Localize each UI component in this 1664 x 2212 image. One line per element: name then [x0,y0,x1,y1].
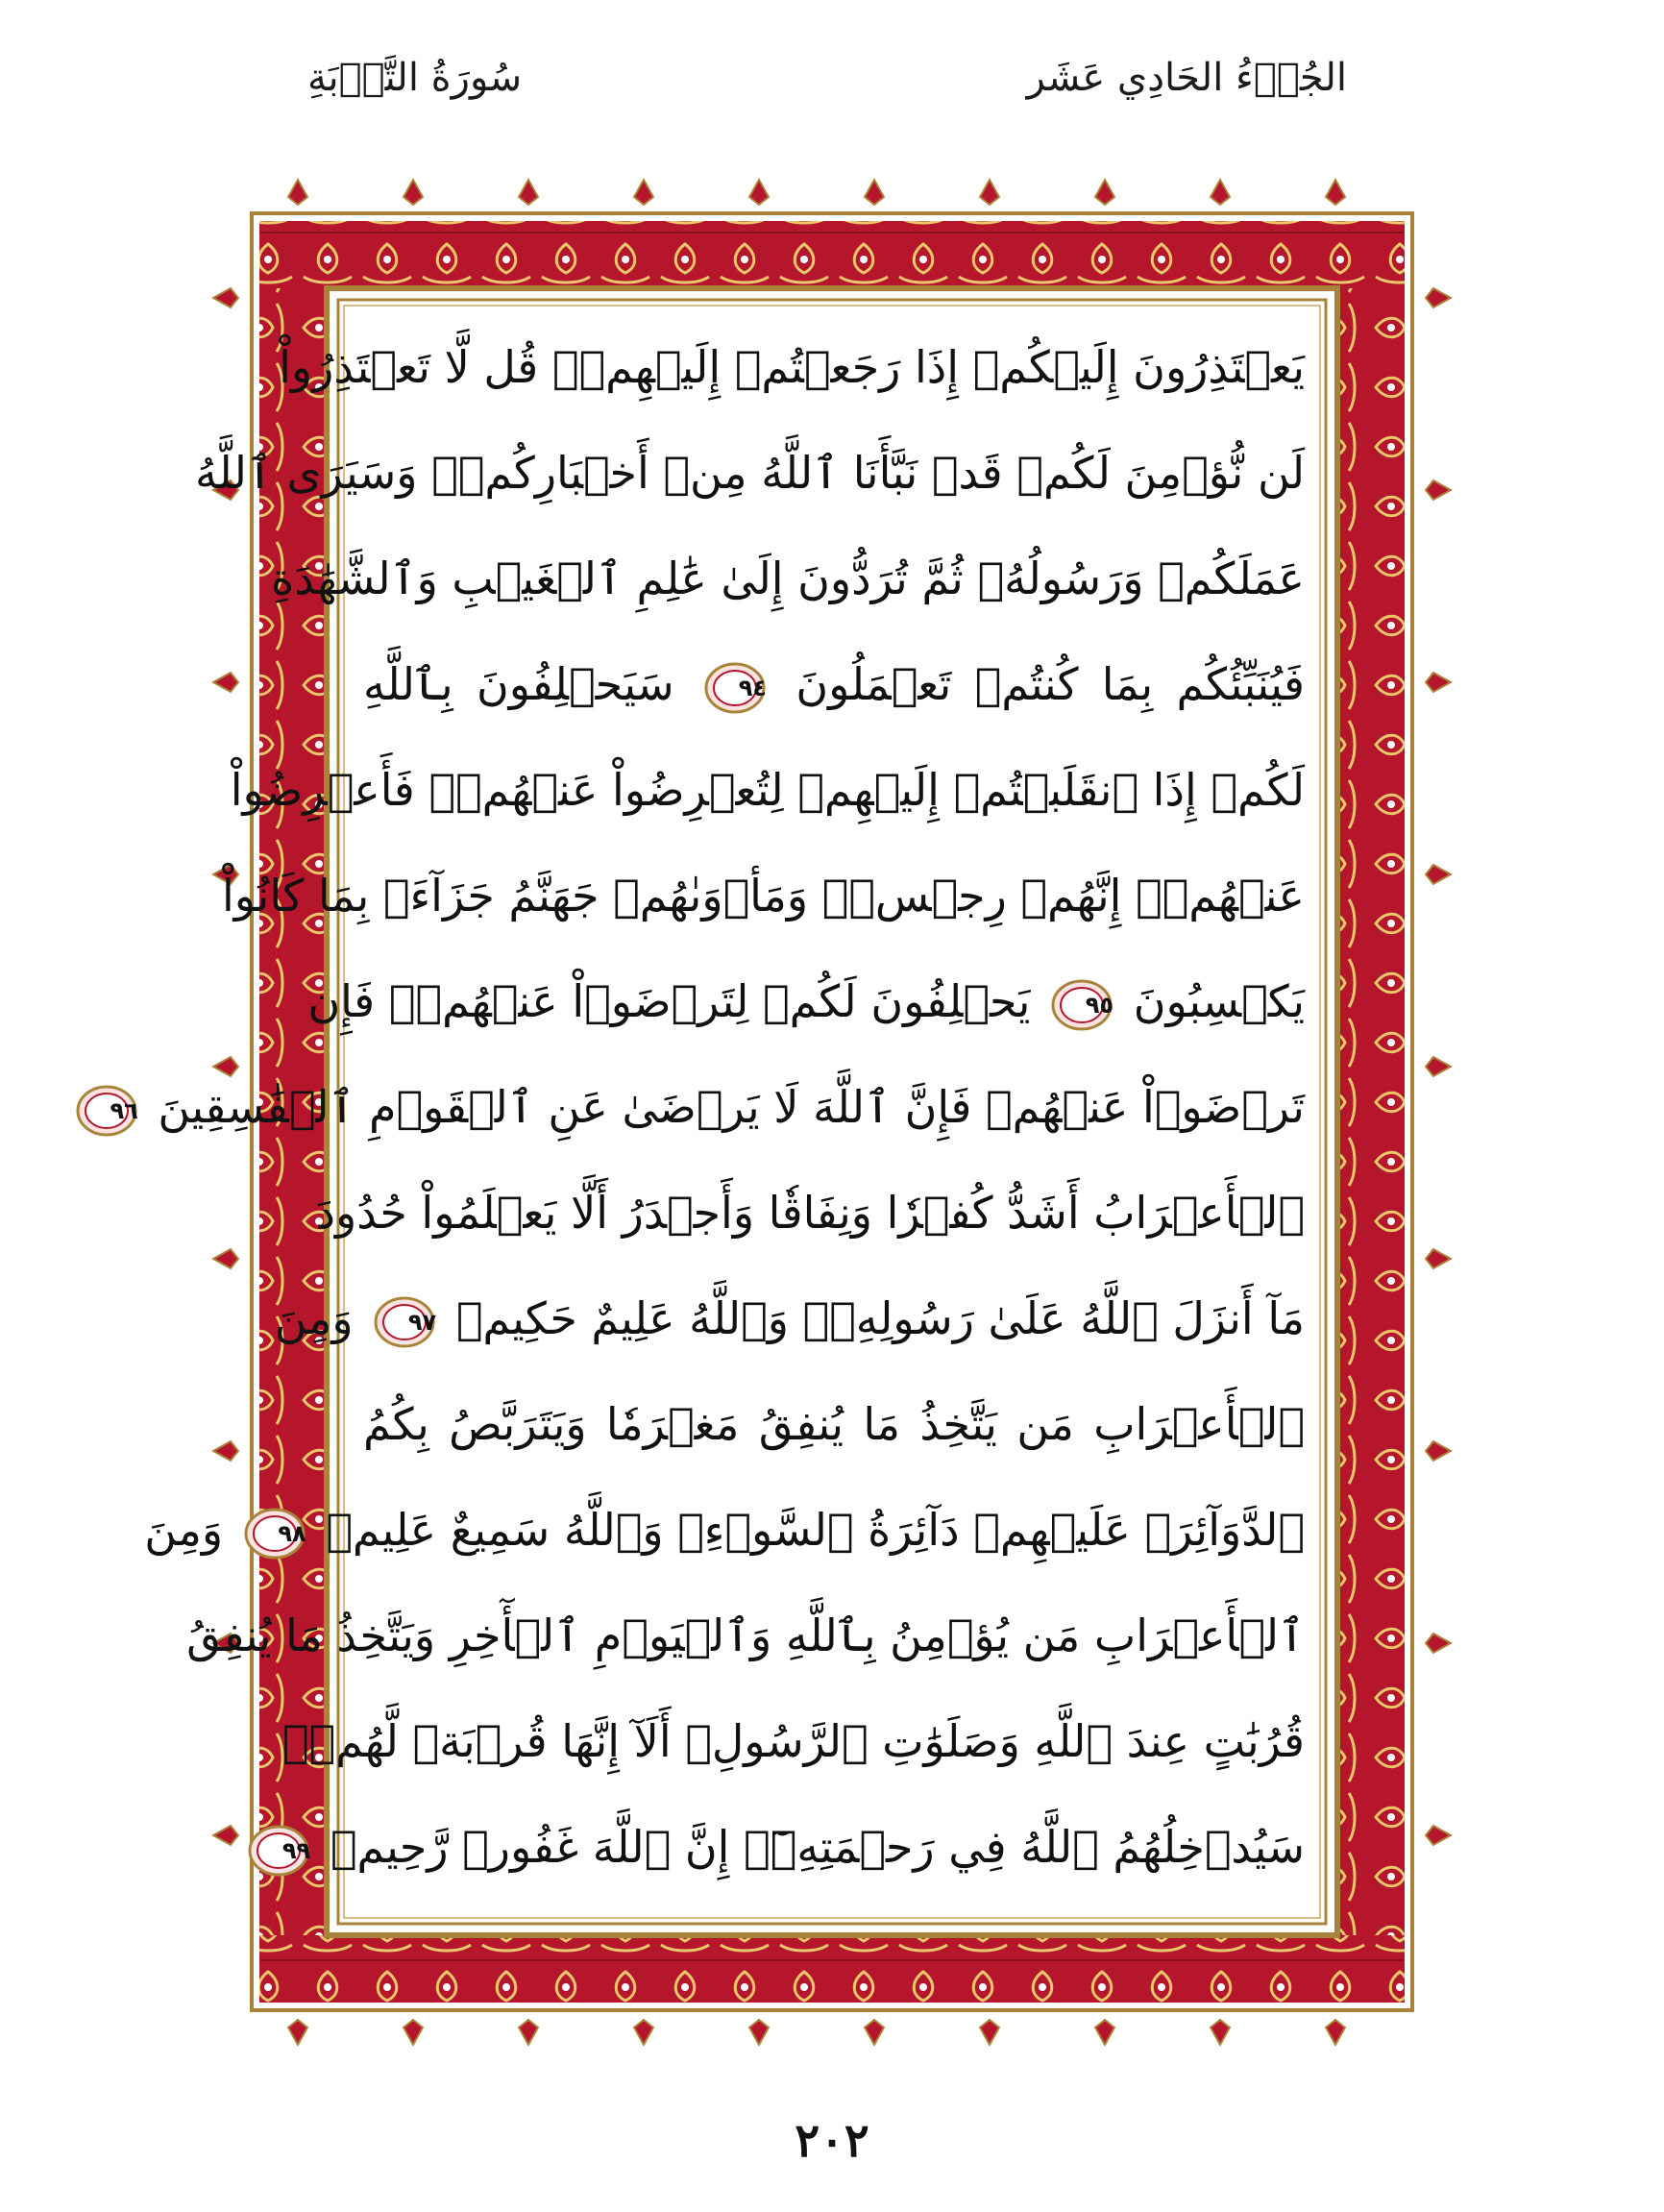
ayah-number: ٩٥ [1085,991,1114,1019]
ayah-number: ٩٤ [738,674,768,701]
juz-name: الجُزۡءُ الحَادِي عَشَر [1026,56,1347,100]
text-line: تَرۡضَوۡاْ عَنۡهُمۡ فَإِنَّ ٱللَّهَ لَا يَرۡضَىٰ عَنِ ٱلۡقَوۡمِ ٱلۡفَٰسِقِينَ ٩٦ [363,1057,1305,1157]
page-number: ٢٠٢ [795,2114,869,2168]
ayah-number: ٩٩ [281,1836,311,1864]
text-line: عَمَلَكُمۡ وَرَسُولُهُۥ ثُمَّ تُرَدُّونَ إِلَىٰ عَٰلِمِ ٱلۡغَيۡبِ وَٱلشَّهَٰدَةِ [271,553,1305,604]
text-line: عَنۡهُمۡۖ إِنَّهُمۡ رِجۡسٞۖ وَمَأۡوَىٰهُمۡ جَهَنَّمُ جَزَآءَۢ بِمَا كَانُواْ [222,870,1305,922]
ayah-marker [373,1294,436,1350]
ayah-marker [1050,977,1113,1033]
text-line: ٱلدَّوَآئِرَۚ عَلَيۡهِمۡ دَآئِرَةُ ٱلسَّوۡءِۗ وَٱللَّهُ سَمِيعٌ عَلِيمٞ ٩٨ وَمِنَ [363,1480,1305,1580]
text-line: فَيُنَبِّئُكُم بِمَا كُنتُمۡ تَعۡمَلُونَ ٩٤ سَيَحۡلِفُونَ بِٱللَّهِ [363,634,1305,734]
ayah-marker [703,660,767,716]
surah-name: سُورَةُ التَّوۡبَةِ [307,56,523,100]
text-line: ٱلۡأَعۡرَابِ مَن يَتَّخِذُ مَا يُنفِقُ مَغۡرَمٗا وَيَتَرَبَّصُ بِكُمُ [363,1398,1305,1450]
text-line: يَكۡسِبُونَ ٩٥ يَحۡلِفُونَ لَكُمۡ لِتَرۡضَوۡاْ عَنۡهُمۡۖ فَإِن [363,951,1305,1051]
text-line: سَيُدۡخِلُهُمُ ٱللَّهُ فِي رَحۡمَتِهِۦٓۚ إِنَّ ٱللَّهَ غَفُورٞ رَّحِيمٞ ٩٩ [363,1797,1305,1897]
ayah-marker [247,1823,310,1879]
text-line: لَكُمۡ إِذَا ٱنقَلَبۡتُمۡ إِلَيۡهِمۡ لِتُعۡرِضُواْ عَنۡهُمۡۖ فَأَعۡرِضُواْ [230,764,1305,816]
text-line: قُرُبَٰتٍ عِندَ ٱللَّهِ وَصَلَوَٰتِ ٱلرَّسُولِۚ أَلَآ إِنَّهَا قُرۡبَةٞ لَّهُمۡۚ [281,1715,1305,1767]
ayah-marker [75,1083,138,1139]
text-line: مَآ أَنزَلَ ٱللَّهُ عَلَىٰ رَسُولِهِۦۗ وَٱللَّهُ عَلِيمٌ حَكِيمٞ ٩٧ وَمِنَ [363,1268,1305,1368]
ayah-number: ٩٦ [110,1096,138,1124]
ayah-marker [243,1506,306,1561]
text-line: يَعۡتَذِرُونَ إِلَيۡكُمۡ إِذَا رَجَعۡتُمۡ إِلَيۡهِمۡۚ قُل لَّا تَعۡتَذِرُواْ [279,341,1305,393]
text-line: ٱلۡأَعۡرَابُ أَشَدُّ كُفۡرٗا وَنِفَاقٗا وَأَجۡدَرُ أَلَّا يَعۡلَمُواْ حُدُودَ [315,1187,1305,1239]
text-line: ٱلۡأَعۡرَابِ مَن يُؤۡمِنُ بِٱللَّهِ وَٱلۡيَوۡمِ ٱلۡأٓخِرِ وَيَتَّخِذُ مَا يُنفِقُ [186,1610,1305,1661]
text-line: لَن نُّؤۡمِنَ لَكُمۡ قَدۡ نَبَّأَنَا ٱللَّهُ مِنۡ أَخۡبَارِكُمۡۚ وَسَيَرَى ٱللَّهُ [194,447,1305,499]
quran-text-block [110,317,1305,1912]
ayah-number: ٩٨ [278,1519,306,1547]
ayah-number: ٩٧ [407,1308,437,1336]
